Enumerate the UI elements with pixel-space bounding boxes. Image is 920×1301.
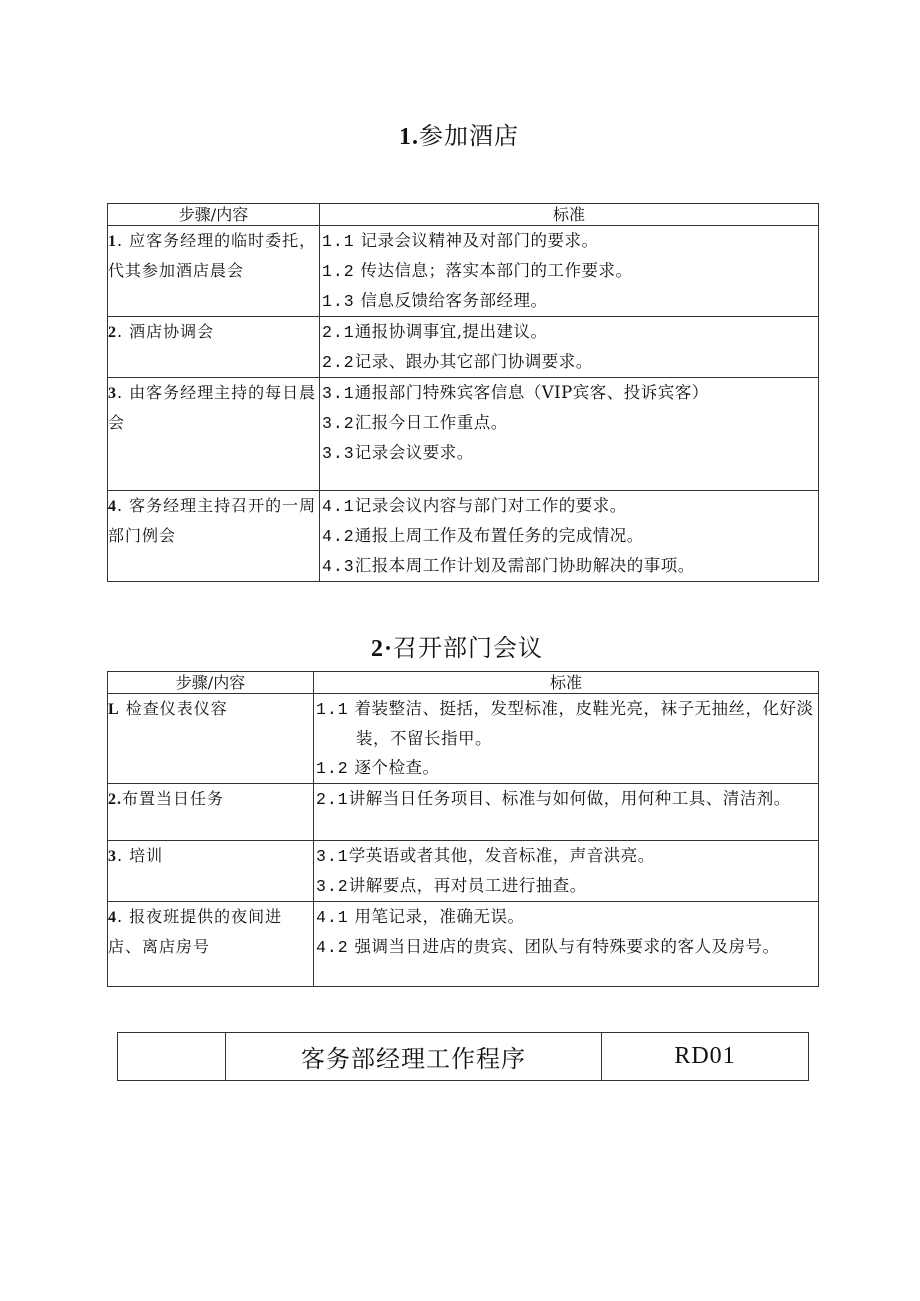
footer-blank-cell: [118, 1033, 226, 1081]
step-cell: 3. 由客务经理主持的每日晨会: [108, 378, 320, 491]
header-step: 步骤/内容: [108, 204, 320, 226]
standard-item: 4.1 用笔记录，准确无误。: [316, 907, 525, 927]
standard-cell: [314, 694, 819, 784]
step-cell: 4. 报夜班提供的夜间进店、离店房号: [108, 902, 314, 987]
standard-cell: [314, 841, 819, 902]
standard-item: 2.1讲解当日任务项目、标准与如何做，用何种工具、清洁剂。: [316, 789, 791, 809]
table-row: [108, 491, 819, 582]
table-row: [108, 841, 819, 902]
section1-title: 1.参加酒店: [399, 122, 519, 150]
standard-item: 2.2记录、跟办其它部门协调要求。: [322, 352, 593, 372]
table-row: [108, 317, 819, 378]
standard-item: 3.2汇报今日工作重点。: [322, 413, 508, 433]
standard-item: 4.1记录会议内容与部门对工作的要求。: [322, 496, 627, 516]
standard-cell: [320, 226, 819, 317]
footer-code: RD01: [602, 1033, 809, 1081]
standard-cell: [320, 317, 819, 378]
step-cell: 2.布置当日任务: [108, 784, 314, 841]
standard-item: 3.3记录会议要求。: [322, 443, 474, 463]
table-row: [108, 378, 819, 491]
table-row: [108, 784, 819, 841]
header-step: 步骤/内容: [108, 672, 314, 694]
standard-cell: [314, 902, 819, 987]
step-cell: L 检查仪表仪容: [108, 694, 314, 784]
standard-item: 4.2 强调当日进店的贵宾、团队与有特殊要求的客人及房号。: [316, 937, 780, 957]
standard-item: 1.3 信息反馈给客务部经理。: [322, 291, 548, 311]
table-row: [108, 902, 819, 987]
header-standard: 标准: [314, 672, 819, 694]
header-standard: 标准: [320, 204, 819, 226]
standard-cell: [320, 378, 819, 491]
footer-title: 客务部经理工作程序: [226, 1033, 602, 1081]
standard-item: 1.2 传达信息；落实本部门的工作要求。: [322, 261, 633, 281]
standard-cell: [320, 491, 819, 582]
footer-table: [117, 1032, 809, 1081]
table-row: [108, 694, 819, 784]
table-header: [108, 672, 819, 694]
step-cell: 1. 应客务经理的临时委托，代其参加酒店晨会: [108, 226, 320, 317]
footer-row: [118, 1033, 809, 1081]
standard-item: 1.1 记录会议精神及对部门的要求。: [322, 231, 599, 251]
section2-title: 2·召开部门会议: [371, 634, 544, 662]
standard-item: 4.3汇报本周工作计划及需部门协助解决的事项。: [322, 556, 695, 576]
standard-item: 3.1学英语或者其他，发音标准，声音洪亮。: [316, 846, 655, 866]
standard-item: 3.1通报部门特殊宾客信息（VIP宾客、投诉宾客）: [322, 383, 709, 403]
table-header: [108, 204, 819, 226]
standard-item: 1.1 着装整洁、挺括，发型标准，皮鞋光亮，袜子无抽丝，化好淡装，不留长指甲。: [316, 699, 814, 748]
step-cell: 3. 培训: [108, 841, 314, 902]
step-cell: 2. 酒店协调会: [108, 317, 320, 378]
standard-item: 4.2通报上周工作及布置任务的完成情况。: [322, 526, 644, 546]
standard-item: 1.2 逐个检查。: [316, 758, 440, 778]
standard-item: 2.1通报协调事宜,提出建议。: [322, 322, 548, 342]
standard-item: 3.2讲解要点，再对员工进行抽查。: [316, 876, 587, 896]
section1-table: [107, 203, 819, 582]
standard-cell: [314, 784, 819, 841]
table-row: [108, 226, 819, 317]
section2-table: [107, 671, 819, 987]
step-cell: 4. 客务经理主持召开的一周部门例会: [108, 491, 320, 582]
